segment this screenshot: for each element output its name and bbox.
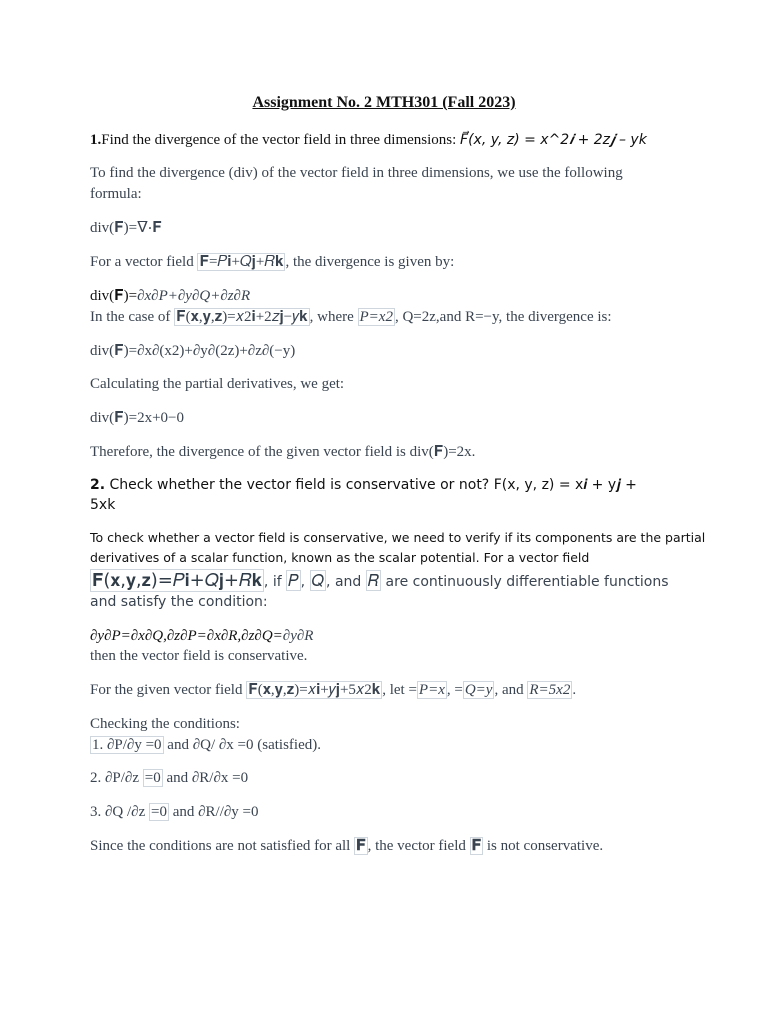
s1-calculating: Calculating the partial derivatives, we get: xyxy=(90,376,345,392)
s1-conclusion: Therefore, the divergence of the given vector field is div(𝐅)=2x. xyxy=(90,444,476,460)
s1-vf-pre: For a vector field xyxy=(90,254,198,270)
s2-continuous: are continuously differentiable functions xyxy=(381,574,669,590)
s2-condition-1 xyxy=(90,735,321,755)
page-title: Assignment No. 2 MTH301 (Fall 2023) xyxy=(252,94,516,111)
s2-given-end: . xyxy=(572,682,577,698)
s2-vector-field-line xyxy=(90,569,669,594)
s1-case-rest: , Q=2z,and R=−y, the divergence is: xyxy=(394,309,612,325)
s2-given-r: R=5x2 xyxy=(529,682,571,698)
s1-div-def-a: div(𝐅)= xyxy=(90,288,138,304)
s1-case-p: P=x2 xyxy=(359,309,393,325)
s2-given-pre: For the given vector field xyxy=(90,682,247,698)
s2-q: 𝑄 xyxy=(311,571,325,590)
s2-final-mid: , the vector field xyxy=(367,838,470,854)
s2-condition-2 xyxy=(90,768,248,788)
s2-satisfy: and satisfy the condition: xyxy=(90,594,268,610)
s2-final-conclusion xyxy=(90,836,603,856)
s2-c2-b: =0 xyxy=(144,770,161,786)
s1-case-pre: In the case of xyxy=(90,309,175,325)
s2-given-c: , = xyxy=(446,682,463,698)
question-1-text: Find the divergence of the vector field in three dimensions: xyxy=(101,132,461,148)
s2-vf-formula: 𝐅(𝐱,𝐲,𝐳)=𝑃𝐢+𝑄𝐣+𝑅𝐤 xyxy=(92,570,262,591)
s2-given-line xyxy=(90,680,576,700)
s2-given-let: , let = xyxy=(382,682,417,698)
s2-given-and: , and xyxy=(494,682,528,698)
s2-given-q: Q=y xyxy=(464,682,493,698)
s2-condition-a: ∂y∂P=∂x∂Q,∂z∂P=∂x∂R,∂z∂Q= xyxy=(90,628,283,644)
s1-intro-line-2: formula: xyxy=(90,186,142,202)
question-1-field: F⃗(x, y, z) = x^2𝒊 + 2z𝒋 – yk xyxy=(460,132,647,148)
s1-divergence-definition xyxy=(90,286,250,306)
s2-checking: Checking the conditions: xyxy=(90,716,240,732)
s2-final-f2: 𝐅 xyxy=(471,838,482,854)
s1-case-line xyxy=(90,307,612,327)
s2-c3-c: and ∂R//∂y =0 xyxy=(168,804,259,820)
s2-given-p: P=x xyxy=(418,682,445,698)
question-2-line-2: 5xk xyxy=(90,497,116,513)
s1-case-formula: 𝐅(𝐱,𝐲,𝐳)=𝑥2𝐢+2𝑧𝐣−𝑦𝐤 xyxy=(176,309,308,325)
s2-condition xyxy=(90,626,313,646)
s1-vf-post: , the divergence is given by: xyxy=(285,254,455,270)
s2-c3-a: 3. ∂Q /∂z xyxy=(90,804,149,820)
s2-c2-c: and ∂R/∂x =0 xyxy=(162,770,249,786)
s1-divergence-formula: div(𝐅)=∇⋅𝐅 xyxy=(90,220,162,236)
s2-c1-a: 1. ∂P/∂y =0 xyxy=(92,737,162,753)
s1-result: div(𝐅)=2x+0−0 xyxy=(90,410,185,426)
s1-vf-formula: 𝐅=𝑃𝐢+𝑄𝐣+𝑅𝐤 xyxy=(199,254,284,270)
s2-and: , and xyxy=(326,574,366,590)
s2-c3-b: =0 xyxy=(150,804,167,820)
s2-given-formula: 𝐅(𝐱,𝐲,𝐳)=𝑥𝐢+𝑦𝐣+5𝑥2𝐤 xyxy=(248,682,381,698)
s2-intro-line-1: To check whether a vector field is conservative, we need to verify if its components are the partial xyxy=(90,530,706,545)
s1-div-def-b: ∂x∂P+∂y∂Q+∂z∂R xyxy=(137,288,251,304)
s2-comma: , xyxy=(300,574,310,590)
s2-final-f1: 𝐅 xyxy=(356,838,366,854)
question-2-number: 2. xyxy=(90,477,106,493)
question-1 xyxy=(90,130,647,150)
question-2-text: Check whether the vector field is conservative or not? F(x, y, z) = x𝒊 + y𝒋 + xyxy=(105,477,637,493)
s2-condition-3 xyxy=(90,802,258,822)
question-2-line-1 xyxy=(90,475,637,495)
s2-condition-b: ∂y∂R xyxy=(282,628,314,644)
s1-vector-field-line xyxy=(90,252,454,272)
s2-if: , if xyxy=(263,574,287,590)
s1-intro-line-1: To find the divergence (div) of the vector field in three dimensions, we use the following xyxy=(90,165,623,181)
s2-r: 𝑅 xyxy=(367,571,380,590)
s1-case-mid: , where xyxy=(309,309,358,325)
s2-final-pre: Since the conditions are not satisfied for all xyxy=(90,838,355,854)
s2-c1-b: and ∂Q/ ∂x =0 (satisfied). xyxy=(163,737,321,753)
s2-intro-line-2: derivatives of a scalar function, known as the scalar potential. For a vector field xyxy=(90,550,590,565)
s2-p: 𝑃 xyxy=(288,571,299,590)
s2-final-end: is not conservative. xyxy=(483,838,604,854)
s2-then: then the vector field is conservative. xyxy=(90,648,308,664)
s2-c2-a: 2. ∂P/∂z xyxy=(90,770,143,786)
s1-divergence-substitution: div(𝐅)=∂x∂(x2)+∂y∂(2z)+∂z∂(−y) xyxy=(90,343,296,359)
question-1-number: 1. xyxy=(90,132,102,148)
